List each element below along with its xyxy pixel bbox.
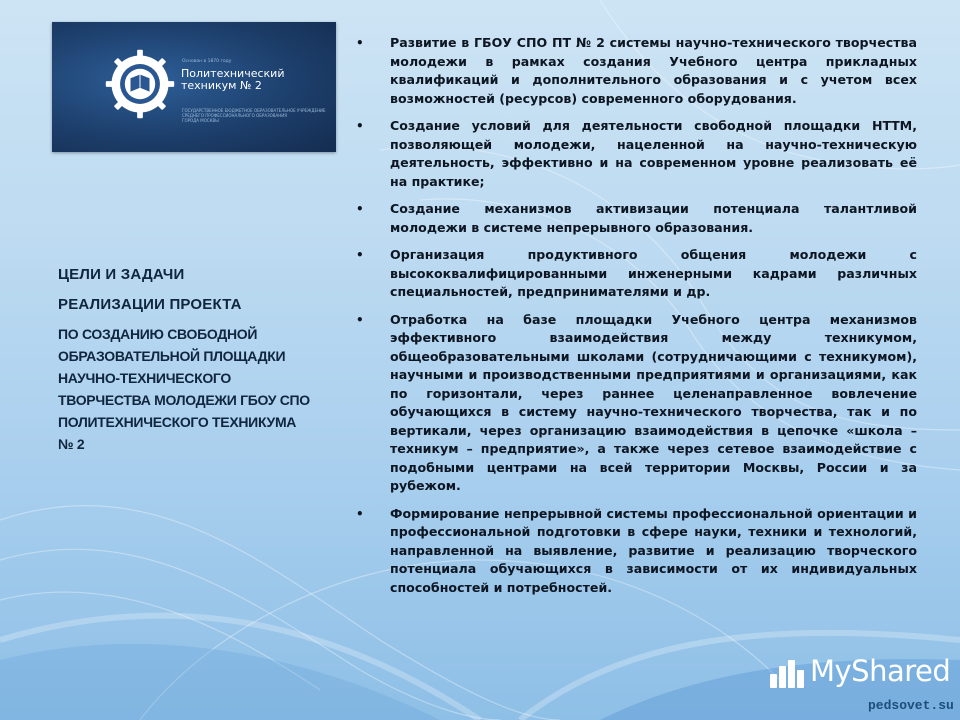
list-item-text: Формирование непрерывной системы профессиональной ориентации и профессиональной подготовки в сфере науки, техники и технологий, направленной на выявление, развитие и реализацию творческого потенциала обучающихся в зависимости от их индивидуальных способностей и потребностей.	[390, 505, 917, 595]
banner-tagline: Основан в 1870 году	[182, 59, 232, 64]
banner-subtitle: ГОСУДАРСТВЕННОЕ БЮДЖЕТНОЕ ОБРАЗОВАТЕЛЬНОЕ УЧРЕЖДЕНИЕ СРЕДНЕГО ПРОФЕССИОНАЛЬНОГО ОБРАЗОВАНИЯ ГОРОДА МОСКВЫ	[182, 108, 326, 123]
myshared-logo-icon	[768, 654, 806, 690]
list-item	[356, 200, 917, 237]
bullet-icon: •	[356, 312, 364, 327]
heading-implementation: РЕАЛИЗАЦИИ ПРОЕКТА	[58, 296, 242, 313]
bullet-icon: •	[356, 119, 364, 133]
list-item-text: Создание механизмов активизации потенциала талантливой молодежи в системе непрерывного образования.	[390, 201, 917, 235]
list-item	[356, 117, 917, 191]
list-item-text: Создание условий для деятельности свободной площадки НТТМ, позволяющей молодежи, нацеленной на научно-техническую деятельность, эффективно и на современном уровне реализовать её на практике;	[390, 118, 917, 189]
bullet-icon: •	[356, 506, 364, 521]
myshared-logo[interactable]	[768, 652, 951, 692]
project-goals-heading-block	[58, 265, 358, 455]
watermark: pedsovet.su	[868, 698, 954, 713]
list-item-text: Развитие в ГБОУ СПО ПТ № 2 системы научно-технического творчества молодежи в рамках создания Учебного центра прикладных квалификаций и дополнительного образования и с учетом всех возможностей (ресурсов) современного оборудования.	[390, 35, 917, 106]
list-item	[356, 505, 917, 598]
college-banner	[52, 22, 336, 152]
list-item	[356, 34, 917, 108]
banner-title	[181, 68, 284, 92]
goals-list	[356, 34, 917, 606]
bullet-icon: •	[356, 36, 364, 50]
list-item	[356, 311, 917, 496]
heading-goals: ЦЕЛИ И ЗАДАЧИ	[58, 266, 185, 283]
list-item	[356, 246, 917, 302]
banner-title-line2: техникум № 2	[181, 79, 262, 92]
list-item-text: Отработка на базе площадки Учебного центра механизмов эффективного взаимодействия между техникумом, общеобразовательными школами (сотрудничающими с техникумом), научными и производственными предприятиями и организациями, как по горизонтали, через раннее целенаправленное вовлечение обучающихся в систему научно-технического творчества, так и по вертикали, через организацию взаимодействия в цепочке «школа – техникум – предприятие», а также через сетевое взаимодействие с подобными центрами на всей территории Москвы, России и за рубежом.	[390, 311, 917, 493]
bullet-icon: •	[356, 248, 364, 262]
banner-title-line1: Политехнический	[181, 67, 285, 80]
gear-emblem-icon	[102, 46, 178, 122]
bullet-icon: •	[356, 202, 364, 216]
list-item-text: Организация продуктивного общения молодежи с высококвалифицированными инженерными кадрами различных специальностей, предпринимателями и др.	[390, 247, 917, 299]
myshared-logo-text: MyShared	[810, 654, 951, 688]
heading-subtitle: ПО СОЗДАНИЮ СВОБОДНОЙ ОБРАЗОВАТЕЛЬНОЙ ПЛОЩАДКИ НАУЧНО-ТЕХНИЧЕСКОГО ТВОРЧЕСТВА МОЛОДЕЖИ ГБОУ СПО ПОЛИТЕХНИЧЕСКОГО ТЕХНИКУМА № 2	[58, 326, 310, 452]
